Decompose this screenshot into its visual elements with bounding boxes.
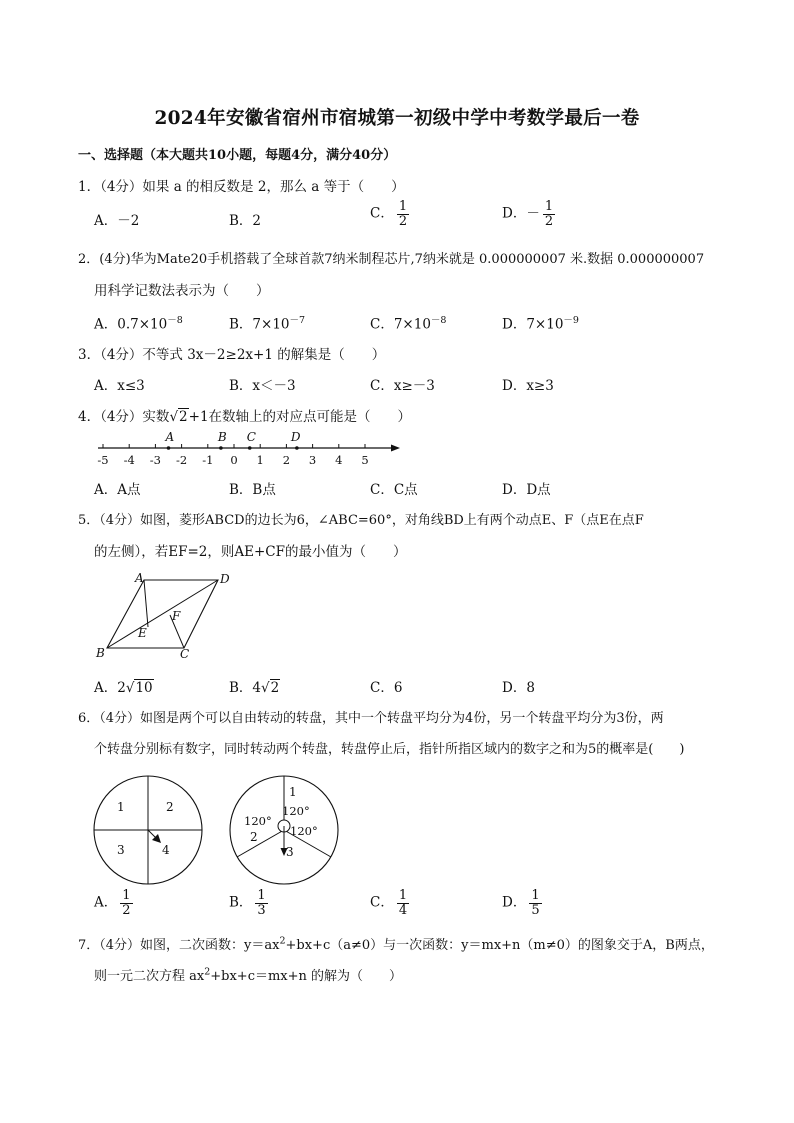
q5-a-prefix: A．2 [94, 680, 126, 696]
q6-c-denominator: 4 [398, 902, 408, 918]
question-4-stem: 4．（4分）实数√2+1在数轴上的对应点可能是（ ） [78, 409, 412, 425]
q7-line2-part-a: 则一元二次方程 ax [94, 969, 205, 984]
q1-d-denominator: 2 [544, 213, 554, 229]
q3-option-d: D．x≥3 [502, 378, 554, 394]
spinner-2-number-3: 3 [286, 845, 294, 859]
question-6-line1: 6．（4分）如图是两个可以自由转动的转盘，其中一个转盘平均分为4份，另一个转盘平均分为3份，两 [78, 711, 664, 726]
q4-option-d: D．D点 [502, 482, 551, 498]
section-heading: 一、选择题（本大题共10小题，每题4分，满分40分） [78, 148, 397, 163]
q5-b-prefix: B．4 [229, 680, 262, 696]
q5-option-b: B．4√2 [229, 680, 280, 696]
q5-option-a: A．2√10 [94, 680, 153, 696]
question-6-line2: 个转盘分别标有数字，同时转动两个转盘，转盘停止后，指针所指区域内的数字之和为5的概率是( ) [94, 742, 685, 757]
q2-a-exponent: －8 [167, 315, 183, 326]
q5-option-c: C．6 [370, 680, 403, 696]
question-2-line1: 2．(4分)华为Mate20手机搭载了全球首款7纳米制程芯片,7纳米就是 0.000000007 米.数据 0.000000007 [78, 252, 705, 267]
q6-b-numerator: 1 [257, 888, 266, 903]
number-line-point [167, 446, 171, 450]
q6-d-denominator: 5 [531, 902, 540, 918]
q6-option-a [94, 889, 133, 917]
number-line-tick-label: -3 [149, 453, 162, 467]
q1-option-b: B．2 [229, 213, 262, 229]
q7-line2-part-b: +bx+c＝mx+n 的解为（ ） [210, 969, 403, 984]
label-c: C [180, 647, 190, 661]
q1-c-denominator: 2 [398, 213, 408, 229]
spinner-2-angle-right: 120° [290, 824, 318, 838]
spinner-1-number-4: 4 [162, 843, 170, 857]
q6-b-denominator: 3 [257, 902, 266, 918]
q6-c-numerator: 1 [398, 888, 408, 903]
spinner-1-number-1: 1 [117, 800, 125, 814]
question-7-line2 [94, 965, 402, 984]
q1-d-sign: － [526, 205, 540, 222]
number-line-tick-label: 4 [335, 453, 343, 467]
number-line-point-label: C [246, 430, 256, 444]
q5-option-d: D．8 [502, 680, 535, 696]
q2-d-base: D．7×10 [502, 316, 564, 333]
q1-option-c [370, 200, 409, 228]
q2-option-b [229, 312, 305, 333]
q6-option-d [502, 889, 542, 917]
q1-option-d [502, 200, 555, 228]
q3-option-c: C．x≥－3 [370, 378, 435, 394]
q1-option-c-label: C． [370, 205, 394, 222]
q6-d-numerator: 1 [531, 888, 540, 903]
number-line-tick-label: 1 [256, 453, 264, 467]
q6-b-label: B． [229, 894, 253, 911]
q4-option-a: A．A点 [94, 482, 141, 498]
q4-radicand: 2 [179, 409, 188, 425]
question-2-line2: 用科学记数法表示为（ ） [94, 283, 270, 299]
number-line-point-label: D [290, 430, 301, 444]
spinner-2-number-2: 2 [250, 830, 258, 844]
q7-line1-part-a: 7．（4分）如图，二次函数：y＝ax [78, 938, 280, 953]
q7-line2-exponent: 2 [204, 966, 211, 978]
q4-stem-suffix: +1在数轴上的对应点可能是（ ） [188, 409, 412, 425]
q3-option-a: A．x≤3 [94, 378, 145, 394]
page-title: 2024年安徽省宿州市宿城第一初级中学中考数学最后一卷 [154, 108, 640, 129]
question-1-stem: 1．（4分）如果 a 的相反数是 2，那么 a 等于（ ） [78, 179, 405, 195]
q2-a-base: A．0.7×10 [94, 316, 168, 333]
q2-d-exponent: －9 [563, 315, 579, 326]
q6-option-b [229, 889, 268, 917]
q3-option-b: B．x＜－3 [229, 378, 296, 394]
number-line-tick-label: 3 [308, 453, 317, 467]
number-line-tick-label: -2 [175, 453, 188, 467]
q2-c-base: C．7×10 [370, 316, 431, 333]
q2-b-exponent: －7 [289, 315, 306, 326]
label-e: E [138, 626, 147, 640]
spinner-four-sections [90, 772, 210, 892]
number-line-point-label: B [217, 430, 227, 444]
number-line-tick-label: -5 [97, 453, 109, 467]
q4-option-c: C．C点 [370, 482, 418, 498]
number-line-tick-label: -1 [202, 453, 214, 467]
number-line-point [248, 446, 252, 450]
q6-a-denominator: 2 [122, 902, 131, 918]
q6-option-c [370, 889, 409, 917]
q7-line1-part-b: +bx+c（a≠0）与一次函数：y＝mx+n（m≠0）的图象交于A，B两点， [285, 938, 714, 953]
q2-b-base: B．7×10 [229, 316, 290, 333]
q1-d-numerator: 1 [544, 199, 554, 214]
q1-c-numerator: 1 [398, 199, 408, 214]
spinner-2-divider-left [237, 830, 284, 857]
number-line-tick-label: 5 [361, 453, 369, 467]
question-3-stem: 3．（4分）不等式 3x－2≥2x+1 的解集是（ ） [78, 347, 386, 363]
spinner-three-sections [226, 772, 346, 892]
q6-a-label: A． [94, 894, 118, 911]
question-7-line1 [78, 934, 714, 953]
label-b: B [96, 646, 105, 660]
question-5-line2: 的左侧），若EF=2，则AE+CF的最小值为（ ） [94, 544, 407, 560]
q2-option-c [370, 312, 446, 333]
q4-option-b: B．B点 [229, 482, 276, 498]
q2-option-a [94, 312, 183, 333]
spinner-1-number-2: 2 [166, 800, 174, 814]
q1-option-d-label: D． [502, 205, 527, 222]
number-line-figure [88, 426, 408, 470]
spinner-1-number-3: 3 [117, 843, 125, 857]
q1-option-a: A．－2 [94, 213, 140, 229]
q7-line1-exponent: 2 [279, 935, 286, 947]
spinner-2-number-1: 1 [289, 785, 297, 799]
q6-a-numerator: 1 [122, 888, 131, 903]
number-line-point-label: A [165, 430, 175, 444]
q2-c-exponent: －8 [430, 315, 447, 326]
spinner-2-angle-top: 120° [282, 804, 310, 818]
q4-stem-prefix: 4．（4分）实数 [78, 409, 170, 425]
number-line-point [295, 446, 299, 450]
q2-option-d [502, 312, 579, 333]
label-f: F [172, 609, 181, 623]
number-line-tick-label: 0 [230, 453, 238, 467]
label-d: D [220, 572, 230, 586]
q6-d-label: D． [502, 894, 527, 911]
rhombus-figure [92, 570, 242, 662]
question-5-line1: 5．（4分）如图，菱形ABCD的边长为6，∠ABC=60°，对角线BD上有两个动点E、F（点E在点F [78, 513, 644, 528]
q5-b-radicand: 2 [270, 680, 280, 696]
segment-ae [144, 580, 148, 627]
label-a: A [135, 571, 144, 585]
q5-a-radicand: 10 [135, 680, 153, 696]
number-line-tick-label: -4 [123, 453, 135, 467]
number-line-arrow [391, 445, 400, 452]
number-line-point [219, 446, 223, 450]
number-line-tick-label: 2 [282, 453, 291, 467]
spinner-2-angle-left: 120° [244, 814, 272, 828]
q6-c-label: C． [370, 894, 394, 911]
